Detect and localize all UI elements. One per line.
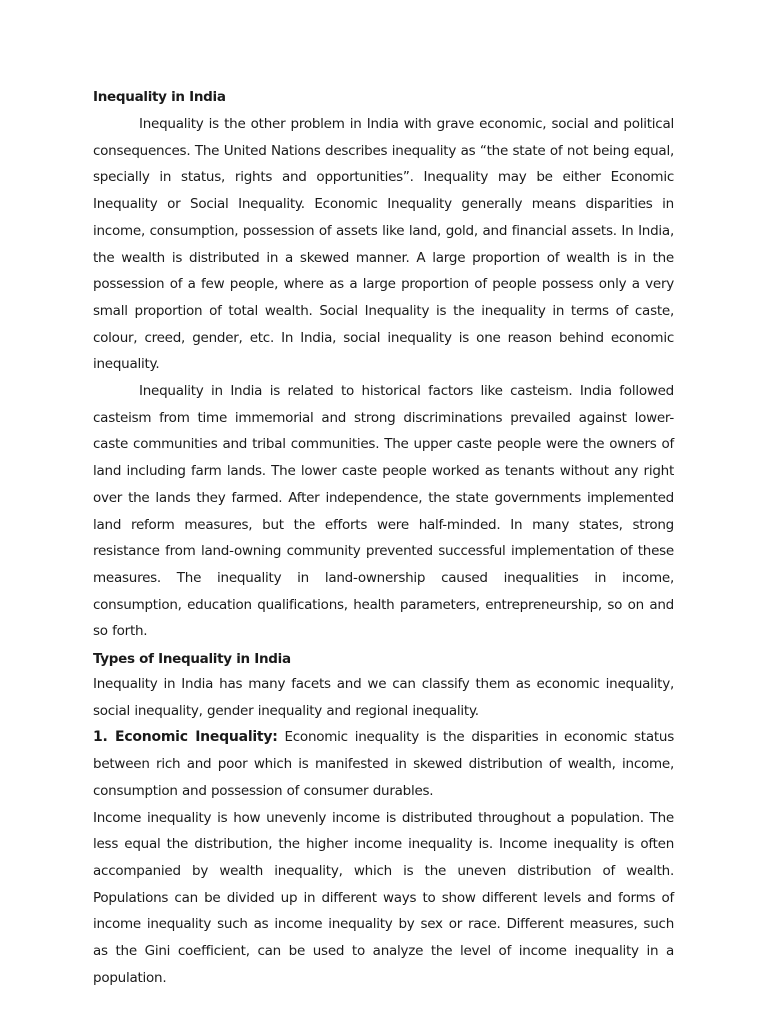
income-inequality-paragraph: Income inequality is how unevenly income is distributed throughout a population. The less equal the distribution, the higher income inequality is. Income inequality is often accompanied by wealth inequality, which is the uneven distribution of wealth. Populations can be divided up in different ways to show different levels and forms of income inequality such as income inequality by sex or race. Different measures, such as the Gini coefficient, can be used to analyze the level of income inequality in a population.	[93, 809, 674, 986]
types-heading: Types of Inequality in India	[93, 651, 291, 668]
document-body	[93, 85, 674, 992]
types-intro-paragraph: Inequality in India has many facets and we can classify them as economic inequality, social inequality, gender inequality and regional inequality.	[93, 676, 674, 719]
economic-inequality-text: Economic inequality is the disparities in economic status between rich and poor which is manifested in skewed distribution of wealth, income, consumption and possession of consumer durables.	[93, 729, 674, 799]
economic-inequality-paragraph	[93, 724, 674, 804]
document-title: Inequality in India	[93, 89, 226, 105]
intro-paragraph-2: Inequality in India is related to historical factors like casteism. India followed casteism from time immemorial and strong discriminations prevailed against lower-caste communities and tribal communities. The upper caste people were the owners of land including farm lands. The lower caste people worked as tenants without any right over the lands they farmed. After independence, the state governments implemented land reform measures, but the efforts were half-minded. In many states, strong resistance from land-owning community prevented successful implementation of these measures. The inequality in land-ownership caused inequalities in income, consumption, education qualifications, health parameters, entrepreneurship, so on and so forth.	[93, 383, 674, 640]
intro-paragraph-1: Inequality is the other problem in India with grave economic, social and political consequences. The United Nations describes inequality as “the state of not being equal, specially in status, rights and opportunities”. Inequality may be either Economic Inequality or Social Inequality. Economic Inequality generally means disparities in income, consumption, possession of assets like land, gold, and financial assets. In India, the wealth is distributed in a skewed manner. A large proportion of wealth is in the possession of a few people, where as a large proportion of people possess only a very small proportion of total wealth. Social Inequality is the inequality in terms of caste, colour, creed, gender, etc. In India, social inequality is one reason behind economic inequality.	[93, 116, 674, 373]
economic-inequality-label: 1. Economic Inequality:	[93, 729, 278, 746]
